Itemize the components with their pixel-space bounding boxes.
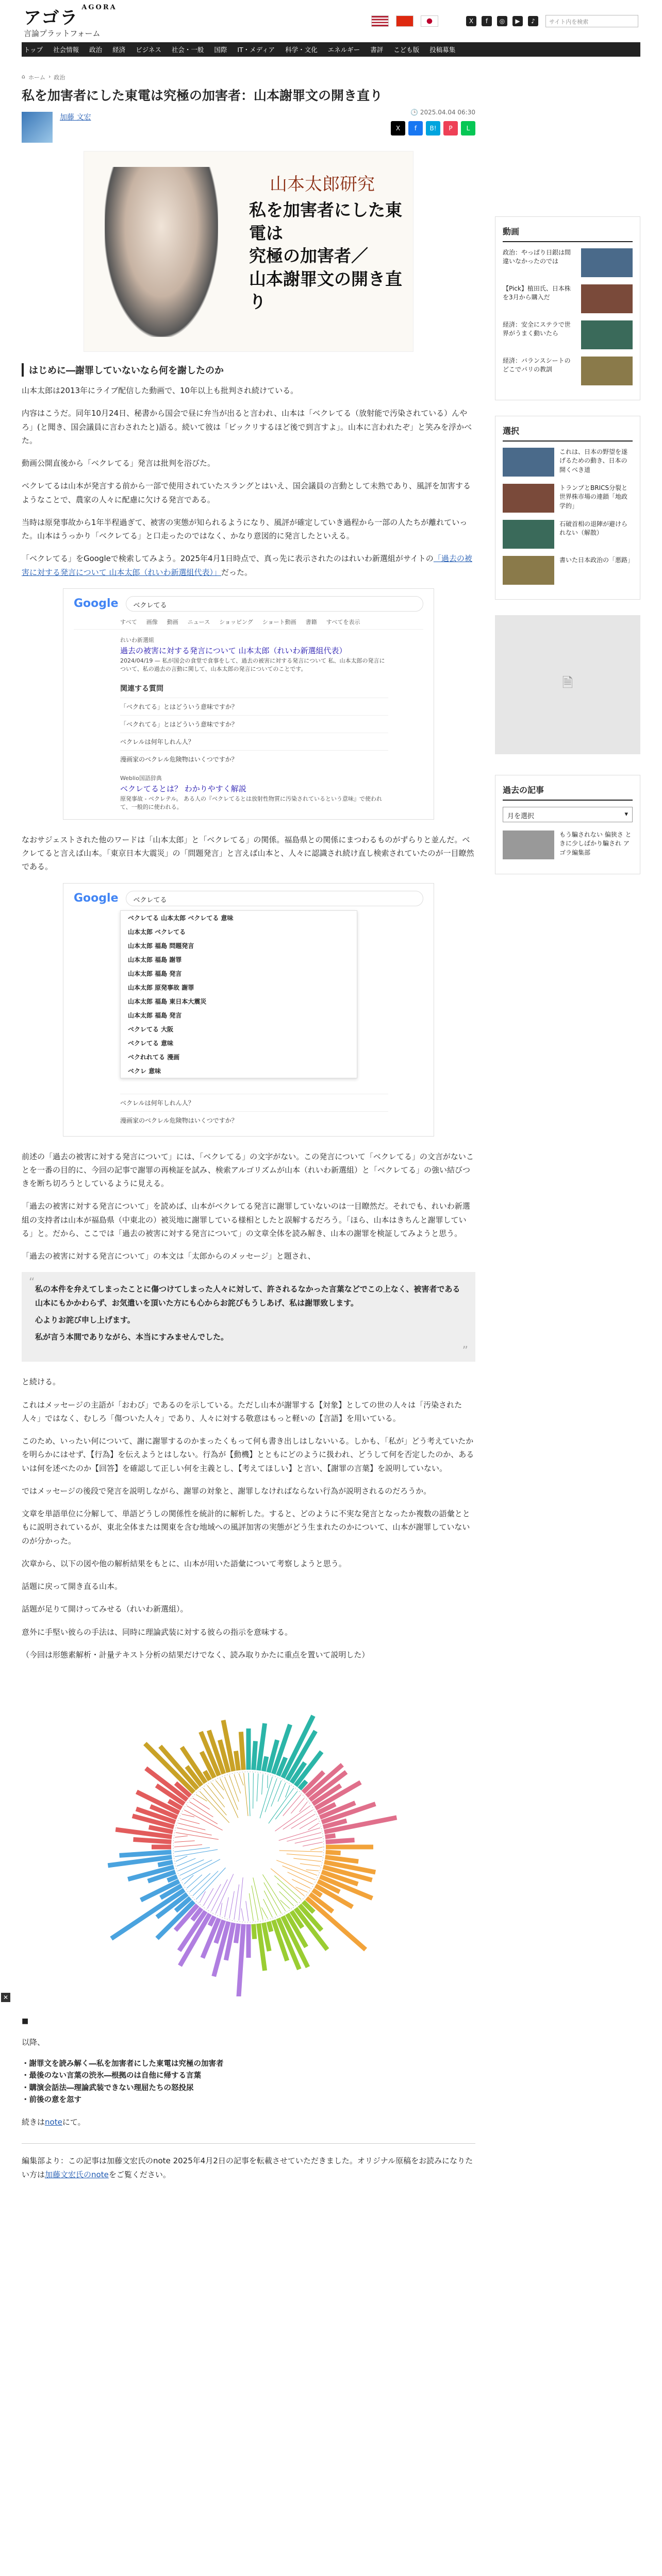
google-tab: すべて bbox=[120, 618, 137, 625]
figure-bar bbox=[158, 1862, 172, 1865]
figure-branch bbox=[280, 1900, 290, 1909]
sidebar-article-item[interactable] bbox=[503, 556, 633, 585]
sidebar-article-item[interactable] bbox=[503, 484, 633, 513]
figure-branch bbox=[306, 1870, 319, 1871]
nav-item[interactable]: 政治 bbox=[89, 46, 103, 54]
paragraph: ベクレてるは山本が発言する前から一部で使用されていたスラングとはいえ、国会議員の言動として未熟であり、風評を加害するようなことで、農家の人々に配慮に欠ける発言である。 bbox=[22, 481, 471, 504]
sidebar-ranking bbox=[495, 416, 640, 600]
figure-branch bbox=[211, 1879, 227, 1911]
hero-image bbox=[84, 151, 413, 352]
google-logo: Google bbox=[74, 597, 119, 611]
sidebar-popular bbox=[495, 216, 640, 400]
google-suggest-list bbox=[120, 910, 357, 1078]
editor-note: 編集部より：この記事は加藤文宏氏のnote 2025年4月2日の記事を転載させていただきました。オリジナル原稿をお読みになりたい方は加藤文宏氏のnoteをご覧ください。 bbox=[22, 2156, 473, 2179]
figure-branch bbox=[286, 1785, 290, 1797]
figure-branch bbox=[184, 1810, 222, 1830]
share-hatena-icon[interactable]: B! bbox=[426, 121, 440, 135]
figure-branch bbox=[287, 1854, 322, 1856]
suggest-item: 山本太郎 福島 東日本大震災 bbox=[128, 997, 207, 1005]
paragraph: 前述の「過去の被害に対する発言について」には、「ベクレてる」の文字がない。この発言について「ベクレてる」の文言がないことを一番の目的に、今回の記事で謝罪の再検証を試み、検索アルゴリズムが山本（れいわ新選組）と「ベクレてる」の強い結びつきを断ち切ろうとしているように見える。 bbox=[22, 1151, 474, 1188]
sidebar-archive bbox=[495, 775, 640, 874]
figure-bar bbox=[325, 1857, 358, 1861]
suggest-item: 山本太郎 福島 発言 bbox=[128, 1011, 182, 1019]
flag-jp-icon[interactable] bbox=[421, 15, 438, 27]
section-marker: ■ bbox=[22, 2017, 29, 2025]
suggest-item: 山本太郎 ベクレてる bbox=[128, 928, 186, 936]
figure-branch bbox=[234, 1885, 239, 1920]
figure-branch bbox=[193, 1798, 210, 1809]
sidebar-article-item[interactable] bbox=[503, 248, 633, 277]
sidebar-article-title: 【Pick】植田氏、日本株を3月から購入だ bbox=[503, 285, 571, 301]
author-avatar[interactable] bbox=[22, 112, 53, 143]
figure-branch bbox=[275, 1806, 310, 1831]
portrait-photo bbox=[105, 167, 218, 337]
nav-item[interactable]: 国際 bbox=[214, 46, 227, 54]
hero-headline: 私を加害者にした東電は 究極の加害者／ 山本謝罪文の開き直り bbox=[249, 200, 402, 312]
figure-branch bbox=[303, 1842, 323, 1846]
figure-branch bbox=[263, 1899, 273, 1917]
article-date: 🕒 2025.04.04 06:30 bbox=[410, 109, 475, 116]
paragraph: 動画公開直後から「ベクレてる」発言は批判を浴びた。 bbox=[22, 459, 216, 468]
paragraph: 「過去の被害に対する発言について」を読めば、山本がベクレてる発言に謝罪していないのは一目瞭然だ。それでも、れいわ新選組の支持者は山本が福島県（中東北の）被災地に謝罪している様相としたと誤解するだろう。「ほら、山本はきちんと謝罪している」と。だから、ここでは「過去の被害に対する発言について」の文章全体を読み解き、山本の謝罪を検証してみようと思う。 bbox=[22, 1201, 470, 1238]
figure-branch bbox=[177, 1828, 212, 1835]
divider bbox=[22, 2143, 475, 2144]
figure-branch bbox=[184, 1875, 193, 1884]
suggest-item: ベクレてる 大阪 bbox=[128, 1025, 174, 1033]
nav-item[interactable]: 科学・文化 bbox=[285, 46, 318, 54]
instagram-icon[interactable]: ◎ bbox=[497, 16, 507, 26]
site-header bbox=[22, 0, 640, 42]
sidebar-article-thumb bbox=[581, 248, 633, 277]
nav-item[interactable]: エネルギー bbox=[327, 46, 360, 54]
suggest-item: 山本太郎 福島 謝罪 bbox=[128, 956, 182, 963]
share-facebook-icon[interactable]: f bbox=[408, 121, 423, 135]
google-tab: すべてを表示 bbox=[326, 618, 360, 625]
figure-branch bbox=[257, 1773, 258, 1801]
author-note-link[interactable]: 加藤文宏氏のnote bbox=[45, 2170, 109, 2179]
sidebar-article-item[interactable] bbox=[503, 284, 633, 313]
figure-branch bbox=[300, 1819, 317, 1829]
figure-branch bbox=[211, 1783, 224, 1799]
figure-bar bbox=[120, 1852, 172, 1856]
figure-branch bbox=[225, 1897, 229, 1918]
share-pocket-icon[interactable]: P bbox=[443, 121, 458, 135]
paragraph: 意外に手堅い彼らの手法は、同時に理論武装に対する彼らの指示を意味する。 bbox=[22, 1627, 293, 1637]
nav-item[interactable]: 経済 bbox=[112, 46, 126, 54]
figure-bar bbox=[210, 1917, 214, 1926]
paragraph: ではメッセージの後段で発言を説明しながら、謝罪の対象と、謝罪しなければならない行為が説明されるのだろうか。 bbox=[22, 1486, 432, 1496]
sidebar-ad-placeholder[interactable] bbox=[495, 615, 640, 754]
figure-branch bbox=[249, 1893, 253, 1921]
sidebar bbox=[495, 216, 640, 890]
archive-item[interactable]: もう騙されない 偏狭さ ときに少しばかり騙され アゴラ編集部 bbox=[503, 831, 633, 859]
google-tab: ショッピング bbox=[219, 618, 253, 625]
figure-branch bbox=[196, 1794, 207, 1801]
google-screenshot-1 bbox=[63, 588, 434, 820]
tiktok-icon[interactable]: ♪ bbox=[528, 16, 538, 26]
figure-branch bbox=[180, 1860, 212, 1875]
figure-branch bbox=[203, 1788, 226, 1816]
google-tabs bbox=[74, 616, 423, 630]
nav-item[interactable]: 書評 bbox=[370, 46, 384, 54]
figure-branch bbox=[193, 1871, 218, 1896]
paragraph: なおサジェストされた他のワードは「山本太郎」と「ベクレてる」の関係。福島県との関係にまつわるものがずらりと並んだ。ベクレてると言えば山本。「東京日本大震災」の「問題発言」と言えば山本と、人々に認識され続け直し検索されていたのが一目瞭然である。 bbox=[22, 835, 474, 872]
figure-branch bbox=[253, 1877, 263, 1920]
figure-branch bbox=[241, 1908, 243, 1921]
figure-branch bbox=[220, 1778, 238, 1818]
figure-branch bbox=[249, 1773, 250, 1816]
google-logo: Google bbox=[74, 892, 119, 905]
youtube-icon[interactable]: ▶ bbox=[512, 16, 523, 26]
figure-branch bbox=[229, 1775, 239, 1802]
paragraph: 山本太郎は2013年にライブ配信した動画で、10年以上も批判され続けている。 bbox=[22, 386, 299, 395]
figure-bar bbox=[241, 1732, 243, 1770]
figure-branch bbox=[178, 1860, 204, 1871]
site-name: アゴラ bbox=[24, 8, 79, 28]
figure-ring bbox=[173, 1772, 324, 1922]
sidebar-article-title: トランプとBRICS分裂と世界株市場の連鎖「地政学的」 bbox=[559, 484, 628, 510]
figure-branch bbox=[246, 1901, 249, 1921]
figure-branch bbox=[264, 1883, 282, 1913]
google-tab: ショート動画 bbox=[262, 618, 296, 625]
figure-bar bbox=[168, 1876, 177, 1880]
figure-branch bbox=[300, 1802, 308, 1811]
figure-bar bbox=[325, 1836, 336, 1837]
sidebar-article-item[interactable] bbox=[503, 448, 633, 477]
flag-cn-icon[interactable] bbox=[396, 15, 413, 27]
breadcrumb-politics[interactable]: 政治 bbox=[54, 74, 65, 81]
figure-branch bbox=[262, 1774, 263, 1794]
figure-branch bbox=[187, 1806, 218, 1824]
sidebar-article-thumb bbox=[581, 357, 633, 385]
paragraph: これはメッセージの主語が「おわび」であるのを示している。ただし山本が謝罪する【対象】としての世の人々は「汚染された人々」ではなく、むしろ「傷ついた人々」であり、人々に対する敬意はもっと軽いの【言語】を用いている。 bbox=[22, 1400, 462, 1423]
figure-branch bbox=[187, 1875, 202, 1888]
figure-branch bbox=[310, 1847, 323, 1850]
figure-branch bbox=[174, 1848, 210, 1852]
sidebar-article-title: 石破首相の退陣が避けられない（解散） bbox=[559, 520, 628, 537]
figure-bar bbox=[254, 1924, 255, 1939]
article-title: 私を加害者にした東電は究極の加害者：山本謝罪文の開き直り bbox=[22, 88, 383, 103]
nav-item[interactable]: IT・メディア bbox=[237, 46, 275, 54]
section-heading: はじめに―謝罪していないなら何を謝したのか bbox=[22, 363, 475, 377]
nav-item[interactable]: ビジネス bbox=[136, 46, 161, 54]
sidebar-article-thumb bbox=[503, 448, 554, 477]
sidebar-article-thumb bbox=[503, 520, 554, 549]
sidebar-heading: 選択 bbox=[503, 419, 633, 442]
close-icon[interactable]: ✕ bbox=[1, 1993, 10, 2002]
paragraph: このため、いったい何について、謝に謝罪するのかまったくもって何も書き出しはしないいる。しかも、「私が」どう考えていたかを明らかにはせず、【行為】を伝えようとはしない。行為が【動機】とともにどのように扱われ、どうして何を否定したのか、あるいは何を述べたのか【回答】を確認して正しい何を主義とし、【考えてほしい】と言い、【謝罪の言葉】を説明していない。 bbox=[22, 1436, 474, 1473]
figure-branch bbox=[271, 1869, 304, 1896]
sidebar-article-title: 経済：安全にステラで世界がうまく動いたら bbox=[503, 321, 571, 337]
figure-branch bbox=[278, 1783, 286, 1802]
site-logo[interactable] bbox=[24, 4, 117, 39]
figure-branch bbox=[196, 1868, 225, 1900]
figure-branch bbox=[200, 1891, 205, 1903]
sidebar-article-title: これは、日本の野望を遂げるための動き、日本の開くべき道 bbox=[559, 448, 628, 473]
nav-item[interactable]: 社会情報 bbox=[53, 46, 79, 54]
figure-branch bbox=[288, 1872, 313, 1884]
figure-branch bbox=[176, 1833, 219, 1839]
google-result: れいわ新選組 過去の被害に対する発言について 山本太郎（れいわ新選組代表） 2024/04/19 — 私が国会の食堂で食事をして、過去の被害に対する発言について 私、山本太郎の発言について、私の過去の言動に関して、山本太郎の発言についてのことです。 bbox=[120, 636, 385, 673]
figure-branch bbox=[203, 1888, 213, 1906]
main-nav bbox=[22, 42, 640, 57]
paragraph: 次章から、以下の図や他の解析結果をもとに、山本が用いた語彙について考察しようと思う。 bbox=[22, 1558, 346, 1568]
figure-bar bbox=[133, 1839, 171, 1842]
breadcrumb-home[interactable]: ホーム bbox=[28, 74, 45, 81]
paragraph: 「ベクレてる」をGoogleで検索してみよう。2025年4月1日時点で、真っ先に表示されたのはれいわ新選組がサイトの「過去の被害に対する発言について 山本太郎（れいわ新選組代表）」だった。 bbox=[22, 554, 472, 577]
sidebar-article-item[interactable] bbox=[503, 320, 633, 349]
breadcrumb: ⌂ ホーム › 政治 bbox=[22, 73, 65, 81]
article bbox=[22, 73, 475, 2191]
figure-bar bbox=[263, 1756, 267, 1771]
figure-branch bbox=[295, 1887, 307, 1892]
blockquote: “ 私の本件を弁えてしまったことに傷つけてしまった人々に対して、許されるなかった言葉などでこの上なく、被害者である山本にもかかわらず、お気遣いを頂いた方にも心からお詫びもうしあげ、私は謝罪致します。 心よりお詫び申し上げます。 私が言う本間でありながら、本当にすみませんでした。 ” bbox=[22, 1272, 475, 1362]
figure-bar bbox=[326, 1840, 355, 1842]
facebook-icon[interactable]: f bbox=[482, 16, 492, 26]
sidebar-article-thumb bbox=[581, 284, 633, 313]
author-name[interactable]: 加藤 文宏 bbox=[60, 113, 91, 122]
google-faq: 関連する質問 「ベクれてる」とはどういう意味ですか？ 「ベクれてる」とはどういう意味ですか？ ベクレルは何年しれん人？ 漫画家のベクレル危険物はいくつですか？ bbox=[120, 679, 388, 768]
sidebar-article-item[interactable] bbox=[503, 520, 633, 549]
figure-branch bbox=[229, 1891, 235, 1919]
paragraph: 内容はこうだ。同年10月24日、秘書から国会で昼に弁当が出ると言われ、山本は「ベクレてる（放射能で汚染されている）んやろ」(と聞き、国会議員に言わされたと)語る。続いて彼は「ビックリするほど後で到言すよ」。山本に言われたぞ」と笑みを浮かべた。 bbox=[22, 409, 472, 445]
google-screenshot-2 bbox=[63, 883, 434, 1137]
paragraph: 文章を単語単位に分解して、単語どうしの関係性を統計的に解析した。すると、どのように不実な発言となったか複数の語彙とともに説明されているが、東北全体または関東を含む地域への風評加害の実態がどう生まれたのかについて、山本が謝罪していないのが分かった。 bbox=[22, 1509, 470, 1546]
figure-branch bbox=[253, 1773, 254, 1808]
share-buttons bbox=[60, 121, 475, 135]
paragraph: 当時は原発事故から1年半程過ぎて、被害の実態が知られるようになり、風評が確定していき過程から一部の人たちが離れていった。山本はうっかり「ベクレてる」と口走ったのではなく、かなり意図的に発言したといえる。 bbox=[22, 517, 468, 540]
paragraph: 続きはnoteにて。 bbox=[22, 2117, 86, 2127]
figure-branch bbox=[293, 1858, 321, 1861]
figure-branch bbox=[180, 1819, 200, 1824]
site-tagline: 言論プラットフォーム bbox=[24, 29, 101, 38]
figure-branch bbox=[283, 1810, 313, 1829]
reiwa-article-link[interactable]: 「過去の被害に対する発言について 山本太郎（れいわ新選組代表）」 bbox=[22, 554, 472, 577]
google-query: ベクレてる bbox=[126, 596, 424, 612]
sidebar-article-thumb bbox=[503, 556, 554, 585]
paragraph: （今回は形態素解析・計量テキスト分析の結果だけでなく、読み取りかたに重点を置いて説明した） bbox=[22, 1650, 370, 1659]
note-link[interactable]: note bbox=[45, 2117, 62, 2127]
paragraph: 以降、 bbox=[22, 2038, 45, 2047]
sidebar-heading: 過去の記事 bbox=[503, 778, 633, 801]
site-name-sub: AGORA bbox=[81, 4, 117, 11]
figure-branch bbox=[216, 1781, 224, 1790]
paragraph: 話題が足りて開けってみせる（れいわ新選組）。 bbox=[22, 1604, 188, 1614]
flag-us-icon[interactable] bbox=[371, 15, 389, 27]
suggest-item: ベクレ 意味 bbox=[128, 1067, 161, 1075]
author-box bbox=[22, 109, 475, 143]
sidebar-article-thumb bbox=[581, 320, 633, 349]
figure-branch bbox=[174, 1845, 202, 1847]
figure-branch bbox=[279, 1891, 294, 1906]
nav-item[interactable]: 社会・一般 bbox=[171, 46, 204, 54]
figure-branch bbox=[271, 1781, 282, 1807]
site-search-input[interactable]: サイト内を検索 bbox=[545, 15, 638, 27]
figure-branch bbox=[300, 1863, 320, 1866]
suggest-item: ベクレてる 山本太郎 ベクレてる 意味 bbox=[128, 914, 234, 922]
figure-branch bbox=[244, 1773, 248, 1816]
archive-month-select[interactable]: 月を選択 ▾ bbox=[503, 807, 633, 822]
figure-branch bbox=[182, 1859, 220, 1880]
sidebar-article-title: 政治：やっぱり日銀は間違いなかったのでは bbox=[503, 249, 571, 265]
x-icon[interactable]: X bbox=[466, 16, 476, 26]
next-topics-list: ・謝罪文を読み解く―私を加害者にした東電は究極の加害者 ・最後のない言葉の渋氷―根拠のは自他に帰する言葉 ・購演会話法―理論武装できない理屈たちの怒投尿 ・前後の意を忽す bbox=[22, 2060, 224, 2104]
hero-label: 山本太郎研究 bbox=[270, 174, 375, 195]
figure-branch bbox=[276, 1860, 317, 1875]
google-tab: 画像 bbox=[146, 618, 158, 625]
google-faq: ベクレルは何年しれん人？ 漫画家のベクレル危険物はいくつですか？ bbox=[120, 1094, 388, 1129]
nav-item[interactable]: こども版 bbox=[393, 46, 420, 54]
figure-branch bbox=[176, 1856, 188, 1861]
figure-branch bbox=[275, 1791, 297, 1819]
sidebar-article-item[interactable] bbox=[503, 357, 633, 385]
google-tab: 動画 bbox=[167, 618, 178, 625]
quote-close-icon: ” bbox=[462, 1345, 468, 1358]
nav-item[interactable]: トップ bbox=[24, 46, 43, 54]
share-line-icon[interactable]: L bbox=[461, 121, 475, 135]
figure-branch bbox=[260, 1777, 272, 1819]
figure-branch bbox=[239, 1773, 243, 1785]
image-placeholder-icon: 🗎 bbox=[562, 675, 573, 691]
figure-branch bbox=[292, 1879, 310, 1888]
paragraph: 「過去の被害に対する発言について」の本文は「太郎からのメッセージ」と題され、 bbox=[22, 1251, 316, 1261]
figure-branch bbox=[287, 1833, 321, 1841]
figure-branch bbox=[308, 1823, 319, 1830]
suggest-item: 山本太郎 福島 発言 bbox=[128, 970, 182, 977]
sidebar-article-thumb bbox=[503, 484, 554, 513]
suggest-item: ベクれれてる 漫画 bbox=[128, 1053, 180, 1061]
google-result-2: Weblio国語辞典 ベクレてるとは？ わかりやすく解説 原発事故 - ベクレテル。 ある人の『ベクレてるとは放射性物質に汚染されているという意味』で使われて、一般的に使われる。 bbox=[120, 774, 383, 811]
suggest-item: 山本太郎 福島 問題発言 bbox=[128, 942, 194, 950]
google-tab: ニュース bbox=[187, 618, 210, 625]
sidebar-article-title: 経済：バランスシートのどこでパリの教訓 bbox=[503, 357, 571, 374]
quote-open-icon: “ bbox=[29, 1276, 35, 1290]
figure-bar bbox=[269, 1922, 271, 1931]
figure-branch bbox=[220, 1903, 222, 1916]
suggest-item: ベクレてる 意味 bbox=[128, 1039, 174, 1047]
paragraph: 話題に戻って開き直る山本。 bbox=[22, 1582, 123, 1591]
google-tab: 書籍 bbox=[305, 618, 317, 625]
share-x-icon[interactable]: X bbox=[391, 121, 405, 135]
figure-branch bbox=[291, 1798, 304, 1814]
figure-bar bbox=[236, 1751, 238, 1771]
figure-branch bbox=[174, 1841, 194, 1842]
figure-branch bbox=[175, 1850, 218, 1857]
sidebar-heading: 動画 bbox=[503, 220, 633, 242]
nav-item[interactable]: 投稿募集 bbox=[429, 46, 456, 54]
suggest-item: 山本太郎 原発事故 謝罪 bbox=[128, 984, 194, 991]
figure-bar bbox=[326, 1852, 341, 1853]
circular-dendrogram-figure bbox=[63, 1677, 434, 1996]
figure-bar bbox=[254, 1741, 256, 1770]
sidebar-article-title: 書いた日本政治の「悪路」 bbox=[559, 556, 634, 564]
figure-branch bbox=[262, 1874, 286, 1911]
figure-bar bbox=[236, 1924, 238, 1943]
paragraph: と続ける。 bbox=[22, 1377, 61, 1387]
figure-branch bbox=[279, 1851, 323, 1852]
figure-branch bbox=[175, 1836, 188, 1837]
figure-branch bbox=[216, 1874, 233, 1913]
google-query: ベクレてる bbox=[126, 891, 424, 906]
